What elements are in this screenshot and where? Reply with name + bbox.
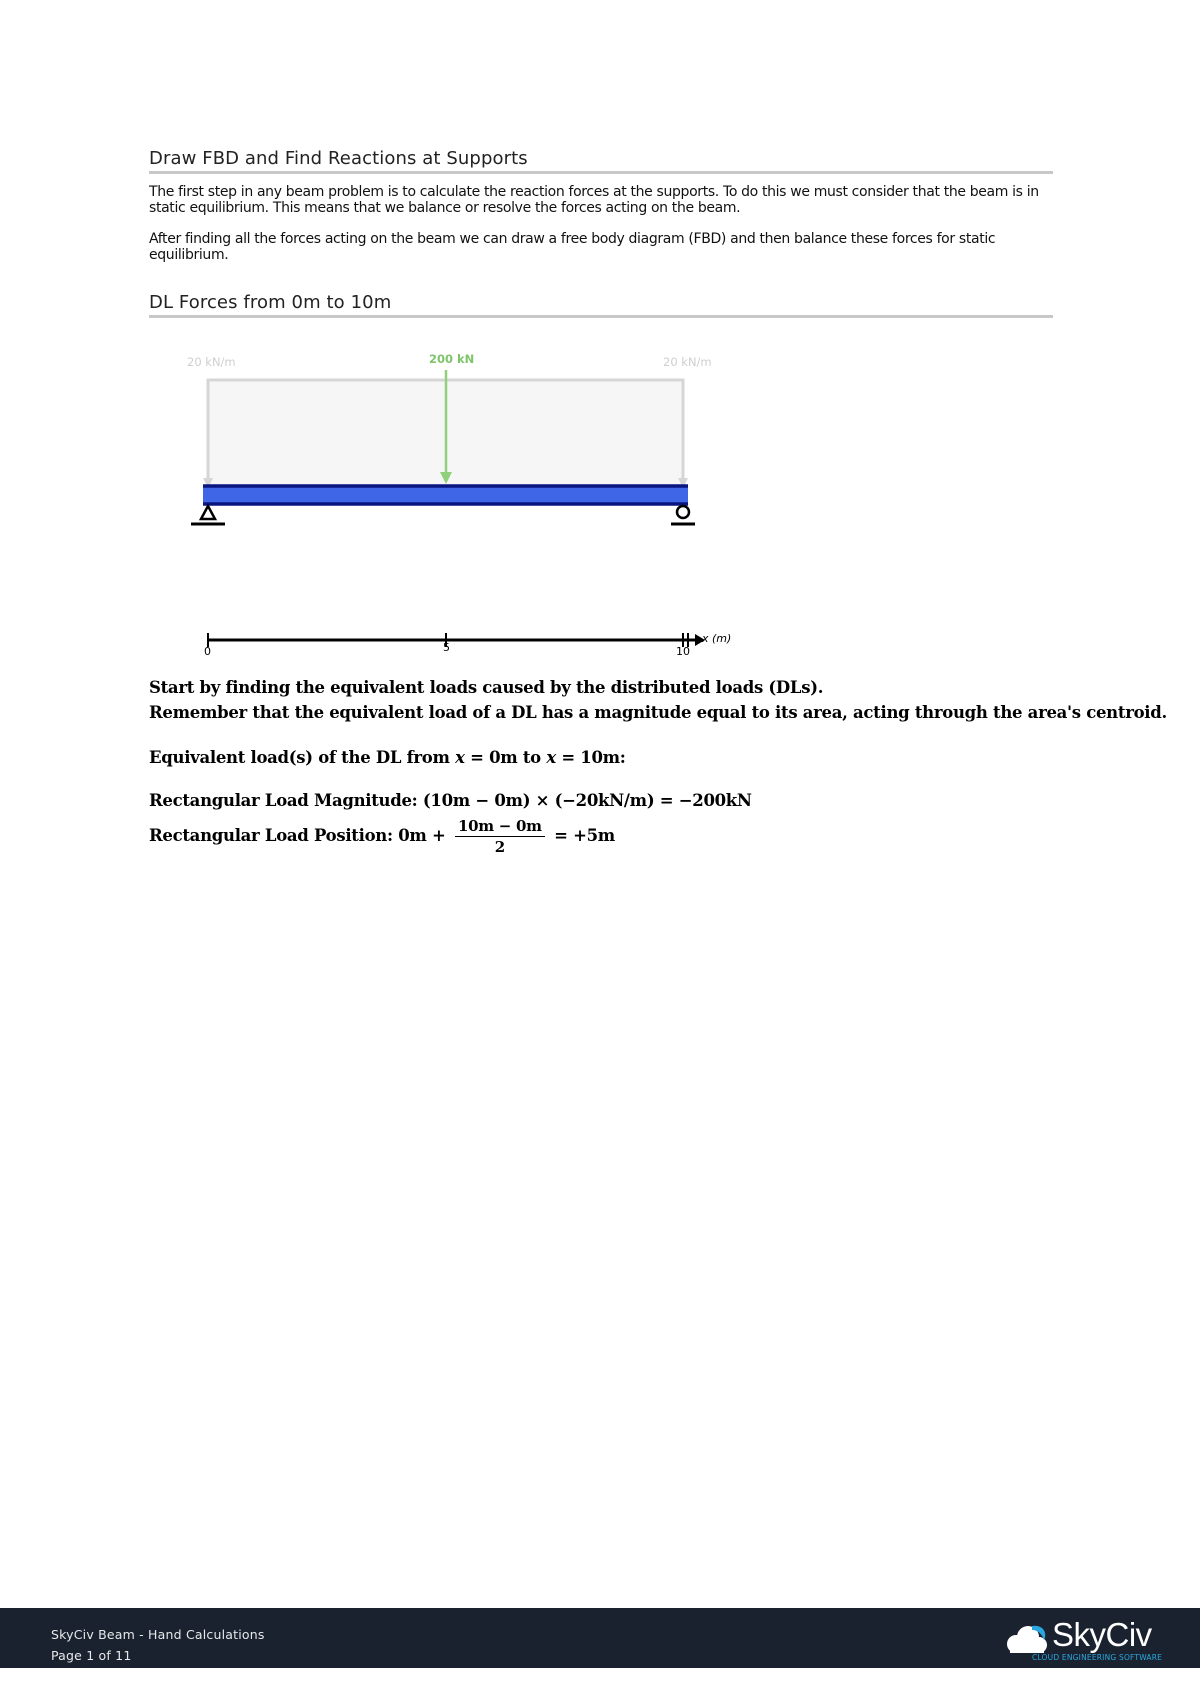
section-title-fbd: Draw FBD and Find Reactions at Supports — [149, 148, 1053, 174]
beam — [203, 486, 688, 504]
rect-pos-denominator: 2 — [494, 838, 505, 856]
intro-paragraph: The first step in any beam problem is to calculate the reaction forces at the supports. To do this we must consider that the beam is in static equilibrium. This means that we balance or resolve the forces acting on the beam. — [149, 184, 1039, 216]
section-dl-forces — [149, 292, 1053, 318]
axis-tick-label-0: 0 — [204, 645, 211, 658]
pin-support — [201, 506, 215, 519]
footer-page-number: Page 1 of 11 — [51, 1648, 132, 1663]
rect-pos-numerator: 10m − 0m — [455, 817, 545, 837]
rect-load-magnitude: Rectangular Load Magnitude: (10m − 0m) × (−20kN/m) = −200kN — [149, 791, 752, 810]
footer-title: SkyCiv Beam - Hand Calculations — [51, 1627, 265, 1642]
axis-tick-label-10: 10 — [676, 645, 690, 658]
rect-pos-fraction — [455, 817, 545, 856]
point-load-label: 200 kN — [429, 352, 475, 366]
equivalent-load-heading — [149, 748, 1053, 767]
logo-wordmark: SkyCiv — [1052, 1616, 1152, 1653]
page-footer — [0, 1608, 1200, 1668]
rect-pos-suffix: = +5m — [548, 826, 615, 845]
eq-x-var-2: x — [546, 748, 556, 767]
dl-right-label: 20 kN/m — [663, 355, 712, 369]
logo-tagline: CLOUD ENGINEERING SOFTWARE — [1032, 1653, 1163, 1662]
skyciv-logo — [1002, 1616, 1162, 1664]
eq-prefix: Equivalent load(s) of the DL from — [149, 748, 456, 767]
section-title-dl: DL Forces from 0m to 10m — [149, 292, 1053, 318]
rect-pos-prefix: Rectangular Load Position: 0m + — [149, 826, 451, 845]
axis-label: x (m) — [702, 632, 732, 645]
beam-diagram — [149, 340, 749, 670]
fbd-paragraph: After finding all the forces acting on the beam we can draw a free body diagram (FBD) and then balance these forces for static equilibrium. — [149, 231, 996, 263]
eq-to: = 10m: — [555, 748, 626, 767]
rect-load-position — [149, 817, 1053, 856]
calc-line-1: Start by finding the equivalent loads caused by the distributed loads (DLs). — [149, 678, 824, 697]
eq-from: = 0m to — [464, 748, 547, 767]
axis-tick-label-5: 5 — [443, 641, 450, 654]
dl-left-label: 20 kN/m — [187, 355, 236, 369]
calc-line-2: Remember that the equivalent load of a DL has a magnitude equal to its area, acting through the area's centroid. — [149, 703, 1167, 722]
section-fbd — [149, 148, 1053, 174]
eq-x-var-1: x — [455, 748, 465, 767]
roller-support — [677, 506, 689, 518]
